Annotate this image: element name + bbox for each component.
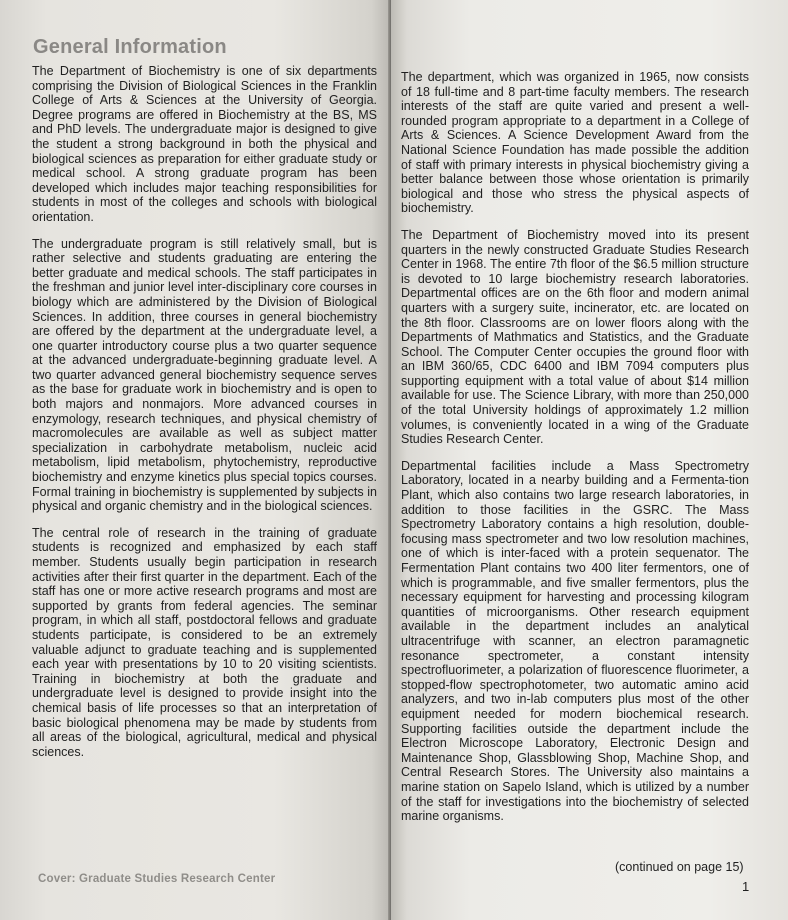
paragraph-facilities: Departmental facilities include a Mass Spectrometry Laboratory, located in a nearby building and a Fermenta-tion Plant, which also contains two large research laboratories, in addition to those facilities in the GSRC. The Mass Spectrometry Laboratory contains a high resolution, double-focusing mass spectrometer and two low resolution machines, one of which is inter-faced with a protein sequenator. The Fermentation Plant contains two 400 liter fermentors, one of which is programmable, and five smaller fermentors, plus the necessary equipment for harvesting and processing kilogram quantities of microorganisms. Other research equipment available in the department includes an analytical ultracentrifuge with scanner, an electron paramagnetic resonance spectrometer, a constant intensity spectrofluorimeter, a polarization of fluorescence fluorimeter, a stopped-flow spectrophotometer, two automatic amino acid analyzers, and two in-lab computers plus most of the other equipment needed for modern biochemical research. Supporting facilities outside the department include the Electron Microscope Laboratory, Electronic Design and Maintenance Shop, Glassblowing Shop, Machine Shop, and Central Research Stores. The University also maintains a marine station on Sapelo Island, which is utilized by a number of the staff for investigations into the biochemistry of selected marine organisms.	[401, 458, 749, 824]
paragraph-building: The Department of Biochemistry moved into its present quarters in the newly constructed Graduate Studies Research Center in 1968. The entire 7th floor of the $6.5 million structure is devoted to 10 large biochemistry research laboratories. Departmental offices are on the 6th floor and modern animal quarters with a surgery suite, incinerator, etc. are located on the 8th floor. Classrooms are on lower floors along with the Departments of Mathmatics and Statistics, and the Graduate School. The Computer Center occupies the ground floor with an IBM 360/65, CDC 6400 and IBM 7094 computers plus supporting equipment with a total value of about $14 million available for use. The Science Library, with more than 250,000 of the total University holdings of approximately 1.2 million volumes, is conveniently located in a wing of the Graduate Studies Research Center.	[401, 227, 749, 447]
paragraph-undergraduate-program: The undergraduate program is still relatively small, but is rather selective and students graduating are entering the better graduate and medical schools. The staff participates in the freshman and junior level inter-disciplinary core courses in biology which are administered by the Division of Biological Sciences. In addition, three courses in general biochemistry are offered by the department at the undergraduate level, a one quarter introductory course plus a two quarter sequence at the advanced undergraduate-beginning graduate level. A two quarter advanced general biochemistry sequence serves as the base for graduate work in biochemistry and is open to both majors and nonmajors. More advanced courses in enzymology, research techniques, and physical chemistry of macromolecules are available as well as subject matter specialization in carbohydrate metabolism, nucleic acid metabolism, lipid metabolism, phytochemistry, reproductive biochemistry and enzyme kinetics plus special topics courses. Formal training in biochemistry is supplemented by subjects in physical and organic chemistry and in the biological sciences.	[32, 236, 377, 514]
paragraph-department-overview: The Department of Biochemistry is one of six departments comprising the Division of Biological Sciences in the Franklin College of Arts & Sciences at the University of Georgia. Degree programs are offered in Biochemistry at the BS, MS and PhD levels. The undergraduate major is designed to give the student a strong background in both the physical and biological sciences as preparation for either graduate study or medical school. A strong graduate program has been developed which includes major teaching responsibilities for students in most of the colleges and schools with biological orientation.	[32, 64, 377, 224]
left-column	[32, 64, 377, 771]
section-heading: General Information	[33, 36, 227, 58]
right-column	[401, 70, 749, 836]
right-page	[391, 0, 788, 920]
cover-caption: Cover: Graduate Studies Research Center	[38, 873, 276, 885]
left-page	[0, 0, 391, 920]
paragraph-research-training: The central role of research in the training of graduate students is recognized and emphasized by each staff member. Students usually begin participation in research activities after their first quarter in the department. Each of the staff has one or more active research programs and most are supported by grants from federal agencies. The seminar program, in which all staff, postdoctoral fellows and graduate students participate, is considered to be an extremely valuable adjunct to graduate teaching and is supplemented each year with presentations by 10 to 20 visiting scientists. Training in biochemistry at both the graduate and undergraduate level is designed to provide insight into the chemical basis of life processes so that an interpretation of basic biological phenomena may be made by students from all areas of the biological, agricultural, medical and physical sciences.	[32, 525, 377, 759]
paragraph-faculty: The department, which was organized in 1965, now consists of 18 full-time and 8 part-time faculty members. The research interests of the staff are quite varied and present a well-rounded program appropriate to a department in a College of Arts & Sciences. A Science Development Award from the National Science Foundation has made possible the addition of staff with primary interests in physical biochemistry giving a better balance between those whose orientation is primarily biological and those who stress the physical aspects of biochemistry.	[401, 70, 749, 216]
page-number: 1	[742, 879, 750, 894]
continued-note: (continued on page 15)	[615, 860, 744, 874]
